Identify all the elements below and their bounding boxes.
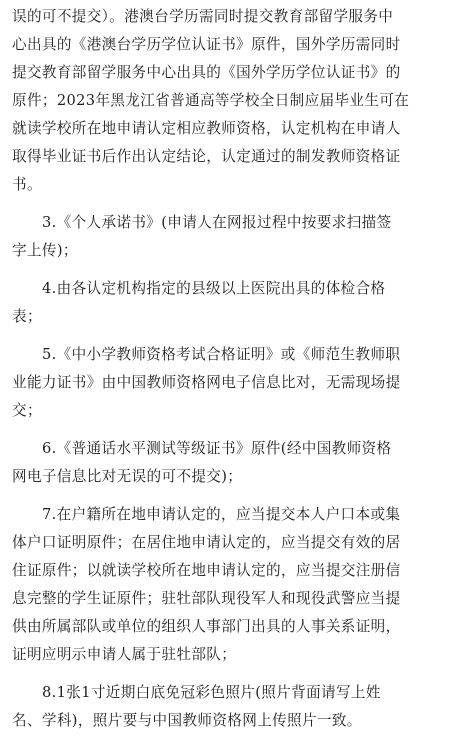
text-line: 取得毕业证书后作出认定结论，认定通过的制发教师资格证	[12, 148, 401, 165]
list-item-3	[12, 209, 460, 265]
list-item-5	[12, 341, 460, 425]
text-line: 就读学校所在地申请认定相应教师资格，认定机构在申请人	[12, 120, 401, 137]
text-line: 证明应明示申请人属于驻牡部队；	[12, 646, 237, 663]
text-line: 供由所属部队或单位的组织人事部门出具的人事关系证明，	[12, 618, 401, 635]
list-item-8	[12, 679, 460, 735]
text-line: 4.由各认定机构指定的县级以上医院出具的体检合格	[42, 280, 386, 297]
text-line: 表；	[12, 308, 42, 325]
list-item-4	[12, 275, 460, 331]
text-line: 误的可不提交）。港澳台学历需同时提交教育部留学服务中	[12, 8, 394, 25]
text-line: 交；	[12, 402, 42, 419]
text-line: 7.在户籍所在地申请认定的，应当提交本人户口本或集	[42, 506, 401, 523]
text-line: 业能力证书》由中国教师资格网电子信息比对，无需现场提	[12, 374, 401, 391]
text-line: 提交教育部留学服务中心出具的《国外学历学位认证书》的	[12, 64, 401, 81]
text-line: 3.《个人承诺书》(申请人在网报过程中按要求扫描签	[42, 214, 392, 231]
text-line: 心出具的《港澳台学历学位认证书》原件，国外学历需同时	[12, 36, 401, 53]
text-line: 8.1张1寸近期白底免冠彩色照片(照片背面请写上姓	[42, 684, 381, 701]
text-line: 息完整的学生证原件；驻牡部队现役军人和现役武警应当提	[12, 590, 401, 607]
text-line: 原件；2023年黑龙江省普通高等学校全日制应届毕业生可在	[12, 92, 410, 109]
text-line: 书。	[12, 176, 42, 193]
text-line: 6.《普通话水平测试等级证书》原件(经中国教师资格	[42, 440, 392, 457]
text-line: 字上传)；	[12, 242, 78, 259]
text-line: 5.《中小学教师资格考试合格证明》或《师范生教师职	[42, 346, 401, 363]
text-line: 体户口证明原件；在居住地申请认定的，应当提交有效的居	[12, 534, 401, 551]
list-item-6	[12, 435, 460, 491]
text-line: 住证原件；以就读学校所在地申请认定的，应当提交注册信	[12, 562, 401, 579]
text-line: 名、学科)，照片要与中国教师资格网上传照片一致。	[12, 712, 362, 729]
paragraph-continuation	[12, 3, 460, 199]
list-item-7	[12, 501, 460, 669]
text-line: 网电子信息比对无误的可不提交)；	[12, 468, 243, 485]
